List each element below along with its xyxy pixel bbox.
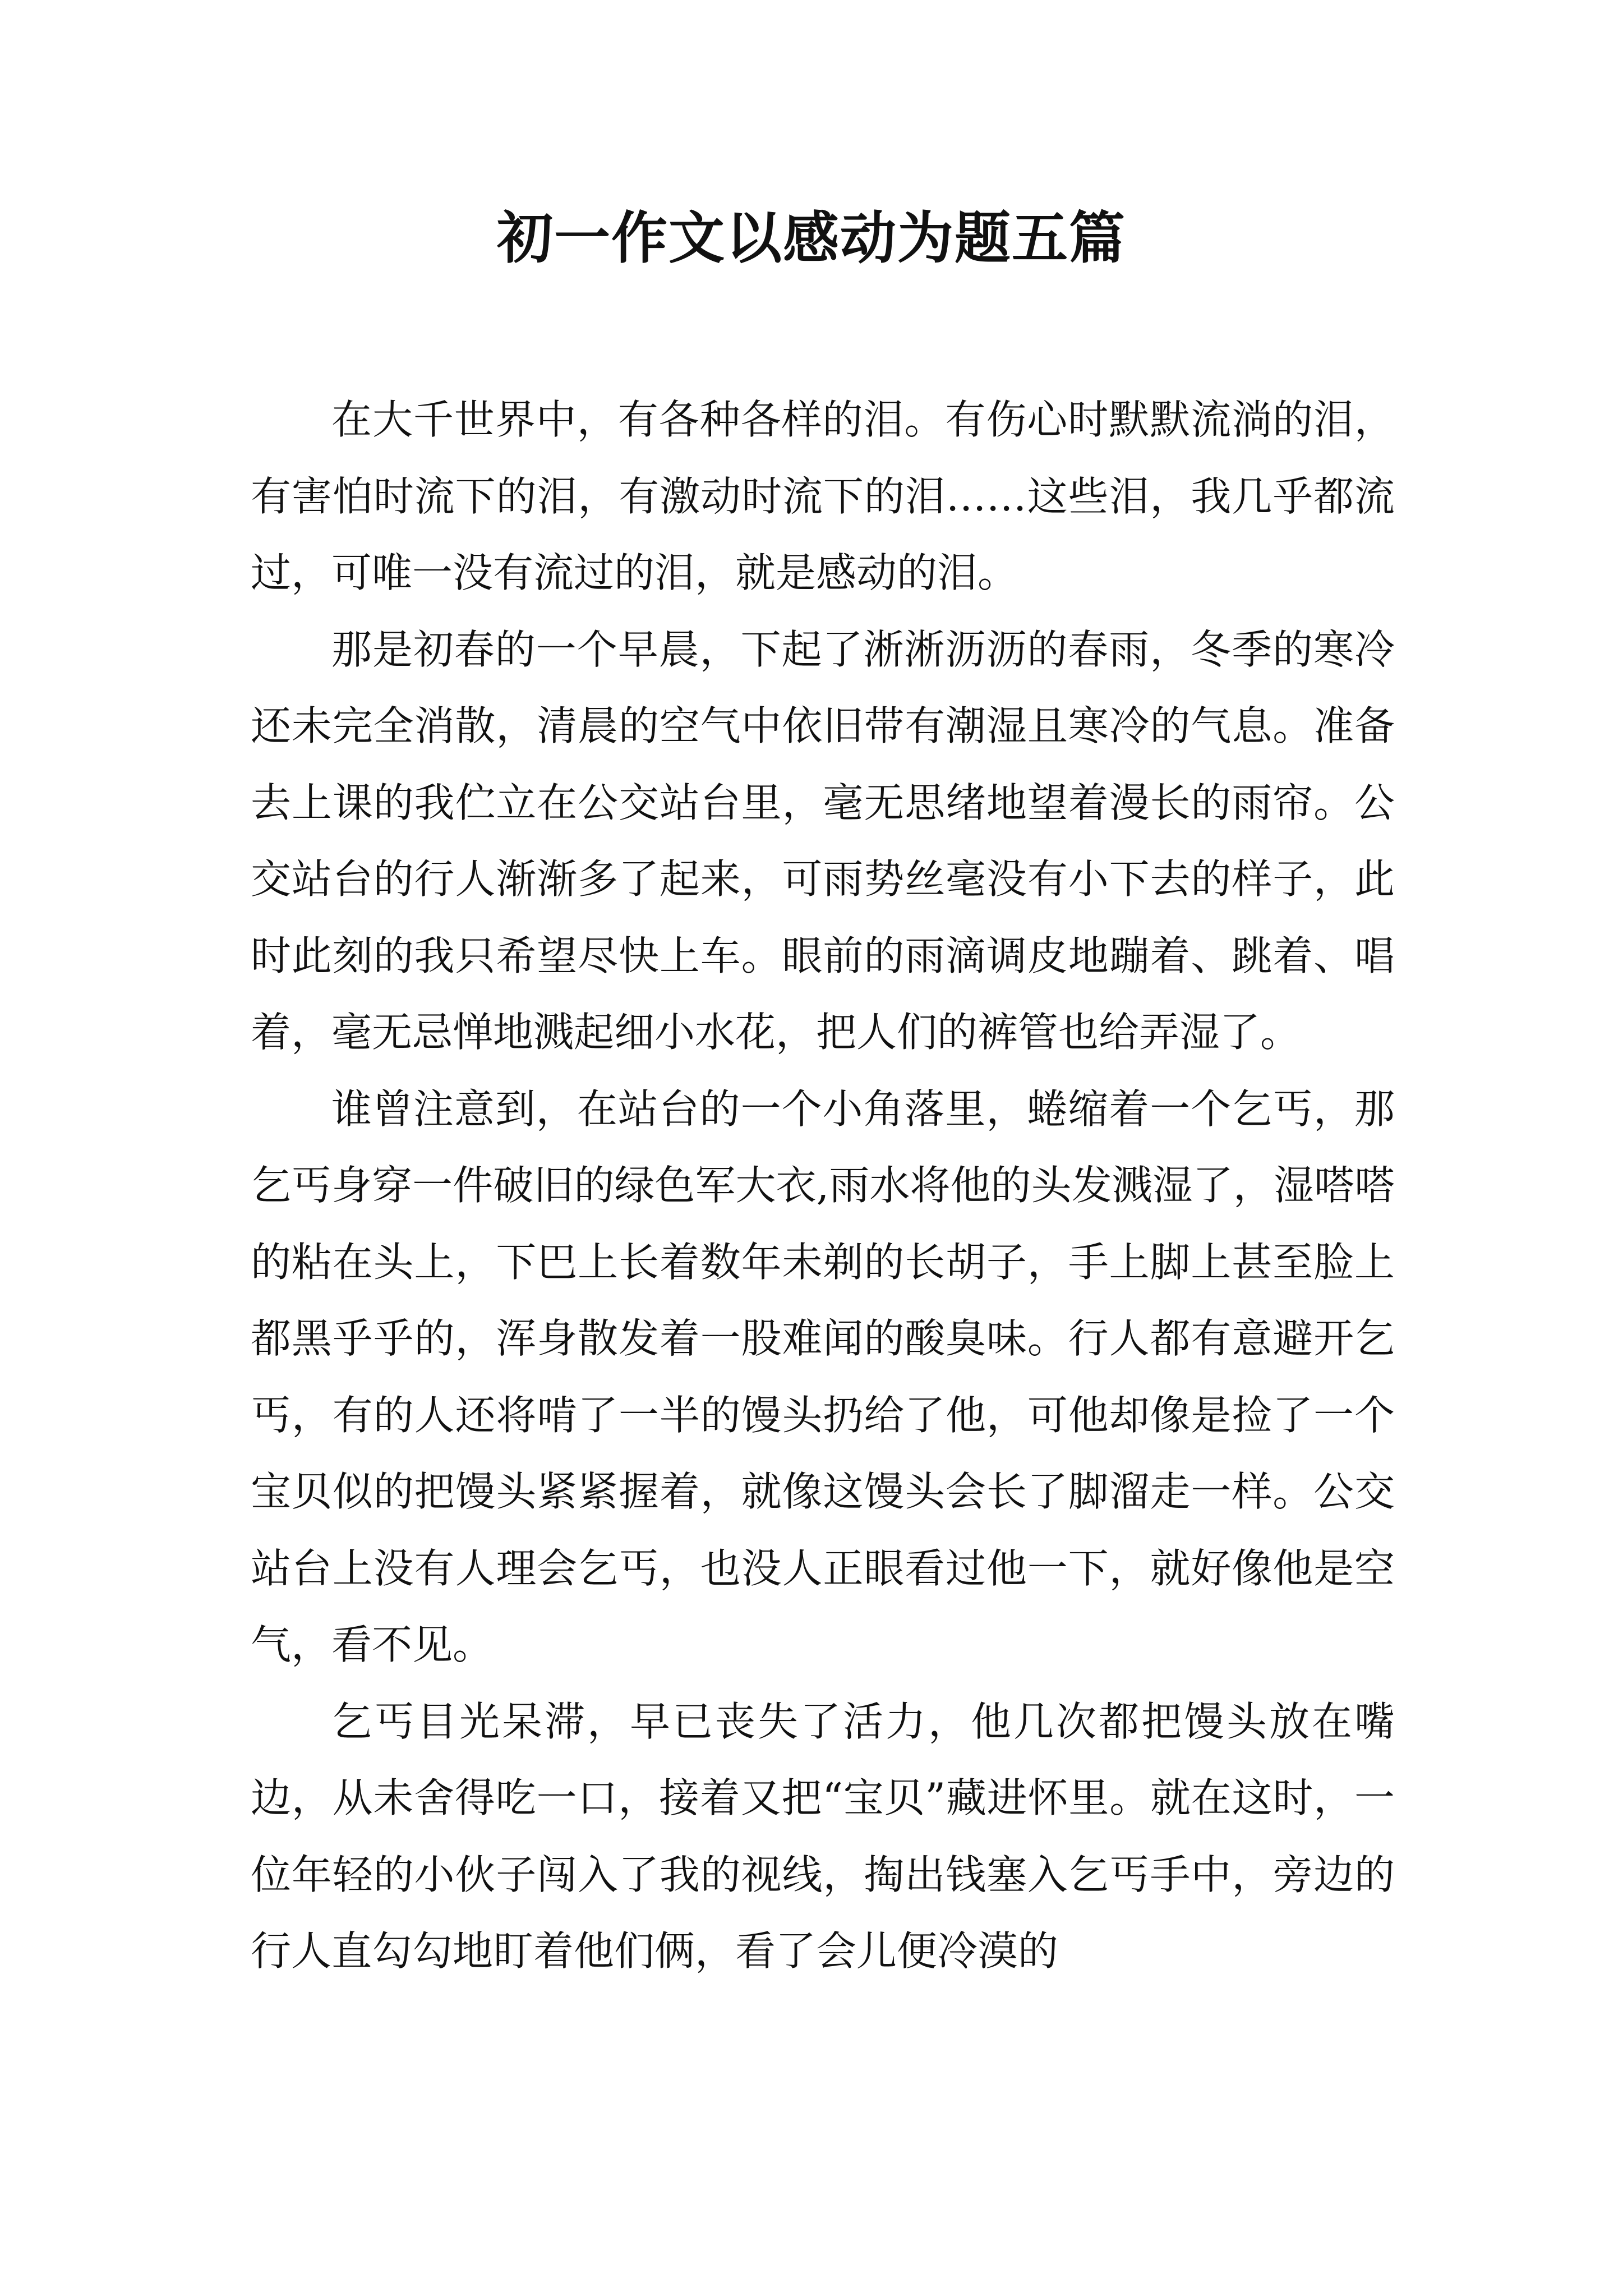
paragraph-3: 谁曾注意到，在站台的一个小角落里，蜷缩着一个乞丐，那乞丐身穿一件破旧的绿色军大衣,雨水将他的头发溅湿了，湿嗒嗒的粘在头上，下巴上长着数年未剃的长胡子，手上脚上甚至脸上都黑乎乎的，浑身散发着一股难闻的酸臭味。行人都有意避开乞丐，有的人还将啃了一半的馒头扔给了他，可他却像是捡了一个宝贝似的把馒头紧紧握着，就像这馒头会长了脚溜走一样。公交站台上没有人理会乞丐，也没人正眼看过他一下，就好像他是空气，看不见。 xyxy=(251,1085,1395,1668)
paragraph-4: 乞丐目光呆滞，早已丧失了活力，他几次都把馒头放在嘴边，从未舍得吃一口，接着又把“宝贝”藏进怀里。就在这时，一位年轻的小伙子闯入了我的视线，掏出钱塞入乞丐手中，旁边的行人直勾勾地盯着他们俩，看了会儿便冷漠的 xyxy=(251,1697,1395,1975)
paragraph-2: 那是初春的一个早晨，下起了淅淅沥沥的春雨，冬季的寒冷还未完全消散，清晨的空气中依旧带有潮湿且寒冷的气息。准备去上课的我伫立在公交站台里，毫无思绪地望着漫长的雨帘。公交站台的行人渐渐多了起来，可雨势丝毫没有小下去的样子，此时此刻的我只希望尽快上车。眼前的雨滴调皮地蹦着、跳着、唱着，毫无忌惮地溅起细小水花，把人们的裤管也给弄湿了。 xyxy=(251,625,1395,1056)
document-title: 初一作文以感动为题五篇 xyxy=(497,205,1126,271)
paragraph-1: 在大千世界中，有各种各样的泪。有伤心时默默流淌的泪，有害怕时流下的泪，有激动时流下的泪……这些泪，我几乎都流过，可唯一没有流过的泪，就是感动的泪。 xyxy=(251,396,1395,596)
document-body xyxy=(251,381,1395,1990)
